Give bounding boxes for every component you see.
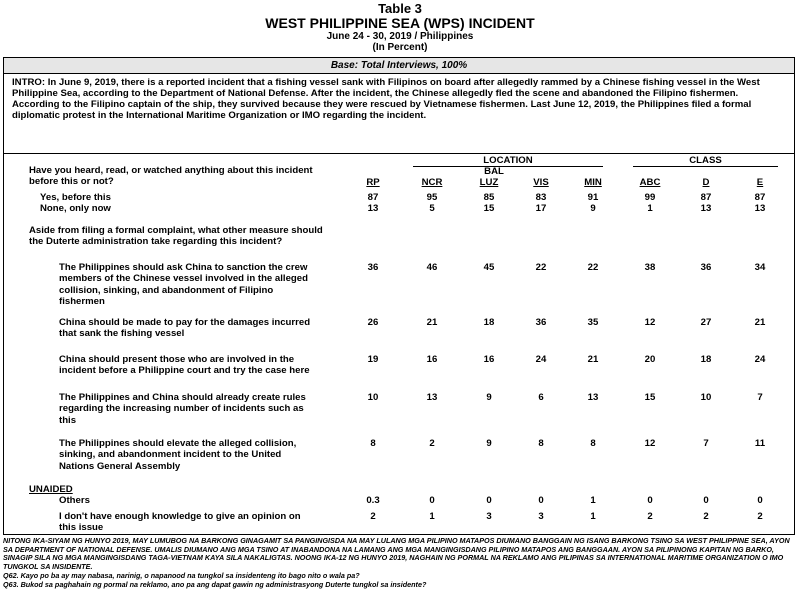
- column-header: NCR: [421, 177, 443, 188]
- q2-row-value: 8: [370, 438, 376, 449]
- q1-row-value: 13: [700, 203, 712, 214]
- q2-row-value: 7: [757, 392, 763, 403]
- table-number: Table 3: [378, 1, 422, 16]
- table-header: [0, 2, 800, 53]
- q2-row-value: 13: [426, 392, 438, 403]
- footer-q62: Q62. Kayo po ba ay may nabasa, narinig, o napanood na tungkol sa insidenteng ito bago nito o wala pa?: [3, 570, 360, 580]
- q2-row-value: 7: [703, 438, 709, 449]
- q1-row-label: None, only now: [40, 203, 111, 214]
- q2-row-value: 11: [754, 438, 766, 449]
- q1-row-value: 1: [647, 203, 653, 214]
- table-frame: [3, 57, 795, 535]
- q2-others-value: 1: [590, 495, 596, 506]
- footer-tagalog-intro: NITONG IKA-SIYAM NG HUNYO 2019, MAY LUMUBOG NA BARKONG GINAGAMIT SA PANGINGISDA NA MAY LULANG MGA PILIPINO MATAPOS DIUMANO BANGGAIN NG ISANG BARKONG TSINO SA WEST PHILIPPINE SEA, AYON SA DEPARTMENT OF NATIONAL DEFENSE. UMALIS DIUMANO ANG MGA TSINO AT INABANDONA NA LAMANG ANG MGA MANGINGISDANG PILIPINO MATAPOS ANG BANGGAAN. AYON SA PILIPINONG KAPITAN NG BARKO, SINAGIP SILA NG MGA MANGINGISDANG TAGA-VIETNAM KAYA SILA NAKALIGTAS. NOONG IKA-12 NG HUNYO 2019, NAGHAIN NG PORMAL NA REKLAMO ANG PILIPINAS SA INTERNATIONAL MARITIME ORGANIZATION O IMO TUNGKOL SA INSIDENTE.: [3, 536, 790, 572]
- q2-row-value: 38: [644, 262, 656, 273]
- bal-label: BAL: [484, 166, 504, 177]
- q2-row-label: The Philippines should ask China to sanction the crew members of the Chinese vessel involved in the alleged collision, sinking, and abandonment of Filipino fishermen: [59, 262, 308, 307]
- q2-row-value: 12: [644, 438, 656, 449]
- q1-row-value: 9: [590, 203, 596, 214]
- q2-others-value: 0: [757, 495, 763, 506]
- table-dates: June 24 - 30, 2019 / Philippines: [326, 31, 474, 42]
- table-title: WEST PHILIPPINE SEA (WPS) INCIDENT: [265, 15, 535, 31]
- q2-dontknow-value: 1: [429, 511, 435, 522]
- q2-dontknow-value: 1: [590, 511, 596, 522]
- q2-row-value: 21: [587, 354, 599, 365]
- q2-row-value: 9: [486, 438, 492, 449]
- q1-row-value: 87: [367, 192, 379, 203]
- q2-row-value: 36: [367, 262, 379, 273]
- intro-text: INTRO: In June 9, 2019, there is a reported incident that a fishing vessel sank with Filipinos on board after allegedly rammed by a Chinese fishing vessel in the West Philippine Sea, according to the Department of National Defense. After the incident, the Chinese allegedly fled the scene and abandoned the Filipino fishermen. According to the Filipino captain of the ship, they survived because they were rescued by Vietnamese fishermen. Last June 12, 2019, the Philippines filed a formal diplomatic protest in the International Maritime Organization or IMO regarding the incident.: [4, 74, 794, 154]
- footer-notes: [3, 537, 795, 589]
- location-group-header: LOCATION: [413, 155, 603, 167]
- q1-row-value: 85: [483, 192, 495, 203]
- q2-row-value: 8: [590, 438, 596, 449]
- q2-row-value: 13: [587, 392, 599, 403]
- column-header: LUZ: [479, 177, 499, 188]
- q2-row-value: 24: [535, 354, 547, 365]
- q2-row-value: 18: [483, 317, 495, 328]
- q2-row-value: 18: [700, 354, 712, 365]
- q2-row-value: 46: [426, 262, 438, 273]
- q2-row-value: 21: [754, 317, 766, 328]
- q2-question: Aside from filing a formal complaint, what other measure should the Duterte administration take regarding this incident?: [29, 225, 323, 248]
- q1-row-value: 5: [429, 203, 435, 214]
- q2-row-label: China should present those who are involved in the incident before a Philippine court and try the case here: [59, 354, 310, 377]
- q1-row-value: 13: [754, 203, 766, 214]
- q2-row-value: 15: [644, 392, 656, 403]
- q1-row-value: 91: [587, 192, 599, 203]
- q2-row-value: 8: [538, 438, 544, 449]
- q2-row-value: 21: [426, 317, 438, 328]
- q2-dontknow-value: 2: [647, 511, 653, 522]
- column-header: ABC: [639, 177, 661, 188]
- q2-row-value: 16: [483, 354, 495, 365]
- q2-row-label: The Philippines and China should already create rules regarding the increasing number of incidents such as this: [59, 392, 306, 426]
- q2-row-value: 22: [535, 262, 547, 273]
- q2-dontknow-value: 2: [703, 511, 709, 522]
- q2-row-value: 12: [644, 317, 656, 328]
- q2-row-value: 6: [538, 392, 544, 403]
- q2-others-value: 0.3: [366, 495, 380, 506]
- q2-row-value: 36: [535, 317, 547, 328]
- q2-others-value: 0: [429, 495, 435, 506]
- q2-row-value: 10: [700, 392, 712, 403]
- q2-row-value: 16: [426, 354, 438, 365]
- column-header: E: [756, 177, 764, 188]
- q2-row-label: China should be made to pay for the damages incurred that sank the fishing vessel: [59, 317, 311, 340]
- q2-dontknow-value: 3: [486, 511, 492, 522]
- q2-dontknow-label: I don't have enough knowledge to give an opinion on this issue: [59, 511, 301, 534]
- q2-others-value: 0: [486, 495, 492, 506]
- q2-dontknow-value: 3: [538, 511, 544, 522]
- q2-row-value: 2: [429, 438, 435, 449]
- q1-row-label: Yes, before this: [40, 192, 111, 203]
- column-header: VIS: [533, 177, 549, 188]
- q1-row-value: 95: [426, 192, 438, 203]
- q2-others-label: Others: [59, 495, 90, 506]
- q2-row-label: The Philippines should elevate the alleged collision, sinking, and abandonment incident to the United Nations General Assembly: [59, 438, 297, 472]
- q2-others-value: 0: [647, 495, 653, 506]
- column-header: D: [702, 177, 710, 188]
- q1-row-value: 17: [535, 203, 547, 214]
- q2-row-value: 26: [367, 317, 379, 328]
- q2-row-value: 27: [700, 317, 712, 328]
- q2-row-value: 35: [587, 317, 599, 328]
- q1-question: Have you heard, read, or watched anything about this incident before this or not?: [29, 165, 313, 188]
- class-group-header: CLASS: [633, 155, 778, 167]
- column-header: RP: [366, 177, 380, 188]
- q2-row-value: 36: [700, 262, 712, 273]
- table-unit: (In Percent): [372, 42, 428, 53]
- q2-row-value: 9: [486, 392, 492, 403]
- q2-dontknow-value: 2: [757, 511, 763, 522]
- q1-row-value: 99: [644, 192, 656, 203]
- q1-row-value: 13: [367, 203, 379, 214]
- base-label: Base: Total Interviews, 100%: [4, 58, 794, 74]
- q2-row-value: 10: [367, 392, 379, 403]
- q1-row-value: 87: [754, 192, 766, 203]
- q2-row-value: 34: [754, 262, 766, 273]
- q2-row-value: 20: [644, 354, 656, 365]
- unaided-label: UNAIDED: [29, 484, 73, 495]
- q2-dontknow-value: 2: [370, 511, 376, 522]
- q1-row-value: 87: [700, 192, 712, 203]
- q2-row-value: 22: [587, 262, 599, 273]
- footer-q63: Q63. Bukod sa paghahain ng pormal na reklamo, ano pa ang dapat gawin ng administrasyong Duterte tungkol sa insidente?: [3, 579, 427, 589]
- q1-row-value: 15: [483, 203, 495, 214]
- q2-others-value: 0: [703, 495, 709, 506]
- column-header: MIN: [584, 177, 602, 188]
- q2-row-value: 19: [367, 354, 379, 365]
- q1-row-value: 83: [535, 192, 547, 203]
- q2-row-value: 24: [754, 354, 766, 365]
- q2-row-value: 45: [483, 262, 495, 273]
- q2-others-value: 0: [538, 495, 544, 506]
